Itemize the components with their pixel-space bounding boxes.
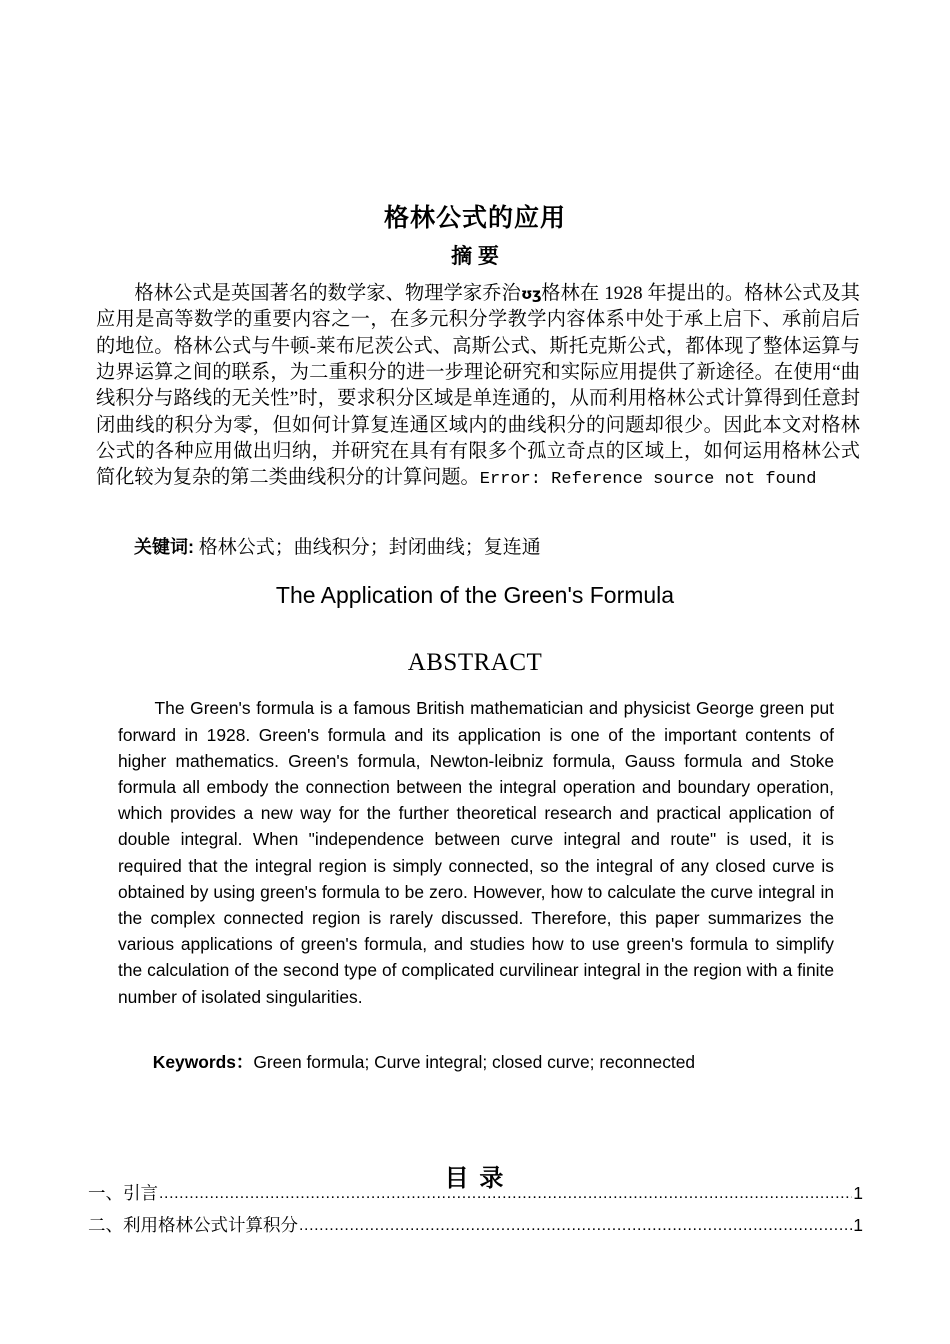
chinese-abstract-heading: 摘 要: [451, 245, 499, 269]
chinese-abstract-paragraph: [96, 281, 860, 493]
page-title-chinese: 格林公式的应用: [383, 203, 566, 232]
chinese-keywords-value: 格林公式；曲线积分；封闭曲线；复连通: [198, 537, 541, 558]
chinese-keywords-label: 关键词:: [134, 537, 194, 557]
toc-entry-page: 1: [853, 1215, 863, 1235]
toc-leader-dots: [159, 1179, 852, 1209]
page-title-english: The Application of the Green's Formula: [275, 582, 675, 609]
toc-heading: 目 录: [444, 1164, 506, 1192]
chinese-abstract-part2: 格林在 1928 年提出的。格林公式及其应用是高等数学的重要内容之一，在多元积分学教学内容体系中处于承上启下、承前启后的地位。格林公式与牛顿-莱布尼茨公式、高斯公式、斯托克斯公式，都体现了整体运算与边界运算之间的联系，为二重积分的进一步理论研究和实际应用提供了新途径。在使用“曲线积分与路线的无关性”时，要求积分区域是单连通的，从而利用格林公式计算得到任意封闭曲线的积分为零，但如何计算复连通区域内的曲线积分的问题却很少。因此本文对格林公式的各种应用做出归纳，并研究在具有有限多个孤立奇点的区域上，如何运用格林公式简化较为复杂的第二类曲线积分的计算问题。: [96, 283, 860, 489]
toc-entry-label: 二、利用格林公式计算积分: [88, 1215, 298, 1235]
english-abstract-paragraph: The Green's formula is a famous British mathematician and physicist George green put forward in 1928. Green's formula and its application is one of the important contents of higher mathematics. Green's formula, Newton-leibniz formula, Gauss formula and Stoke formula all embody the connection between the integral operation and boundary operation, which provides a new way for the further theoretical research and practical application of double integral. When "independence between curve integral and route" is used, it is required that the integral region is simply connected, so the integral of any closed curve is obtained by using green's formula to be zero. However, how to calculate the curve integral in the complex connected region is rarely discussed. Therefore, this paper summarizes the various applications of green's formula, and studies how to use green's formula to simplify the calculation of the second type of complicated curvilinear integral in the region with a finite number of isolated singularities.: [118, 698, 834, 1007]
toc-list: [88, 1178, 863, 1242]
toc-entry[interactable]: [88, 1178, 863, 1210]
chinese-keywords: [96, 533, 860, 562]
english-keywords-label: Keywords：: [152, 1052, 254, 1073]
english-keywords-value: Green formula; Curve integral; closed curve; reconnected: [253, 1052, 696, 1073]
english-keywords: [118, 1049, 834, 1075]
toc-entry-label: 一、引言: [88, 1183, 158, 1203]
ornament-glyph: ʊʒ: [520, 285, 542, 304]
toc-entry-page: 1: [853, 1183, 863, 1203]
reference-error-text: Error: Reference source not found: [479, 470, 817, 490]
chinese-abstract-part1: 格林公式是英国著名的数学家、物理学家乔治: [134, 283, 521, 305]
toc-entry[interactable]: [88, 1210, 863, 1242]
english-abstract-heading: ABSTRACT: [407, 648, 543, 676]
toc-leader-dots: [299, 1211, 852, 1241]
